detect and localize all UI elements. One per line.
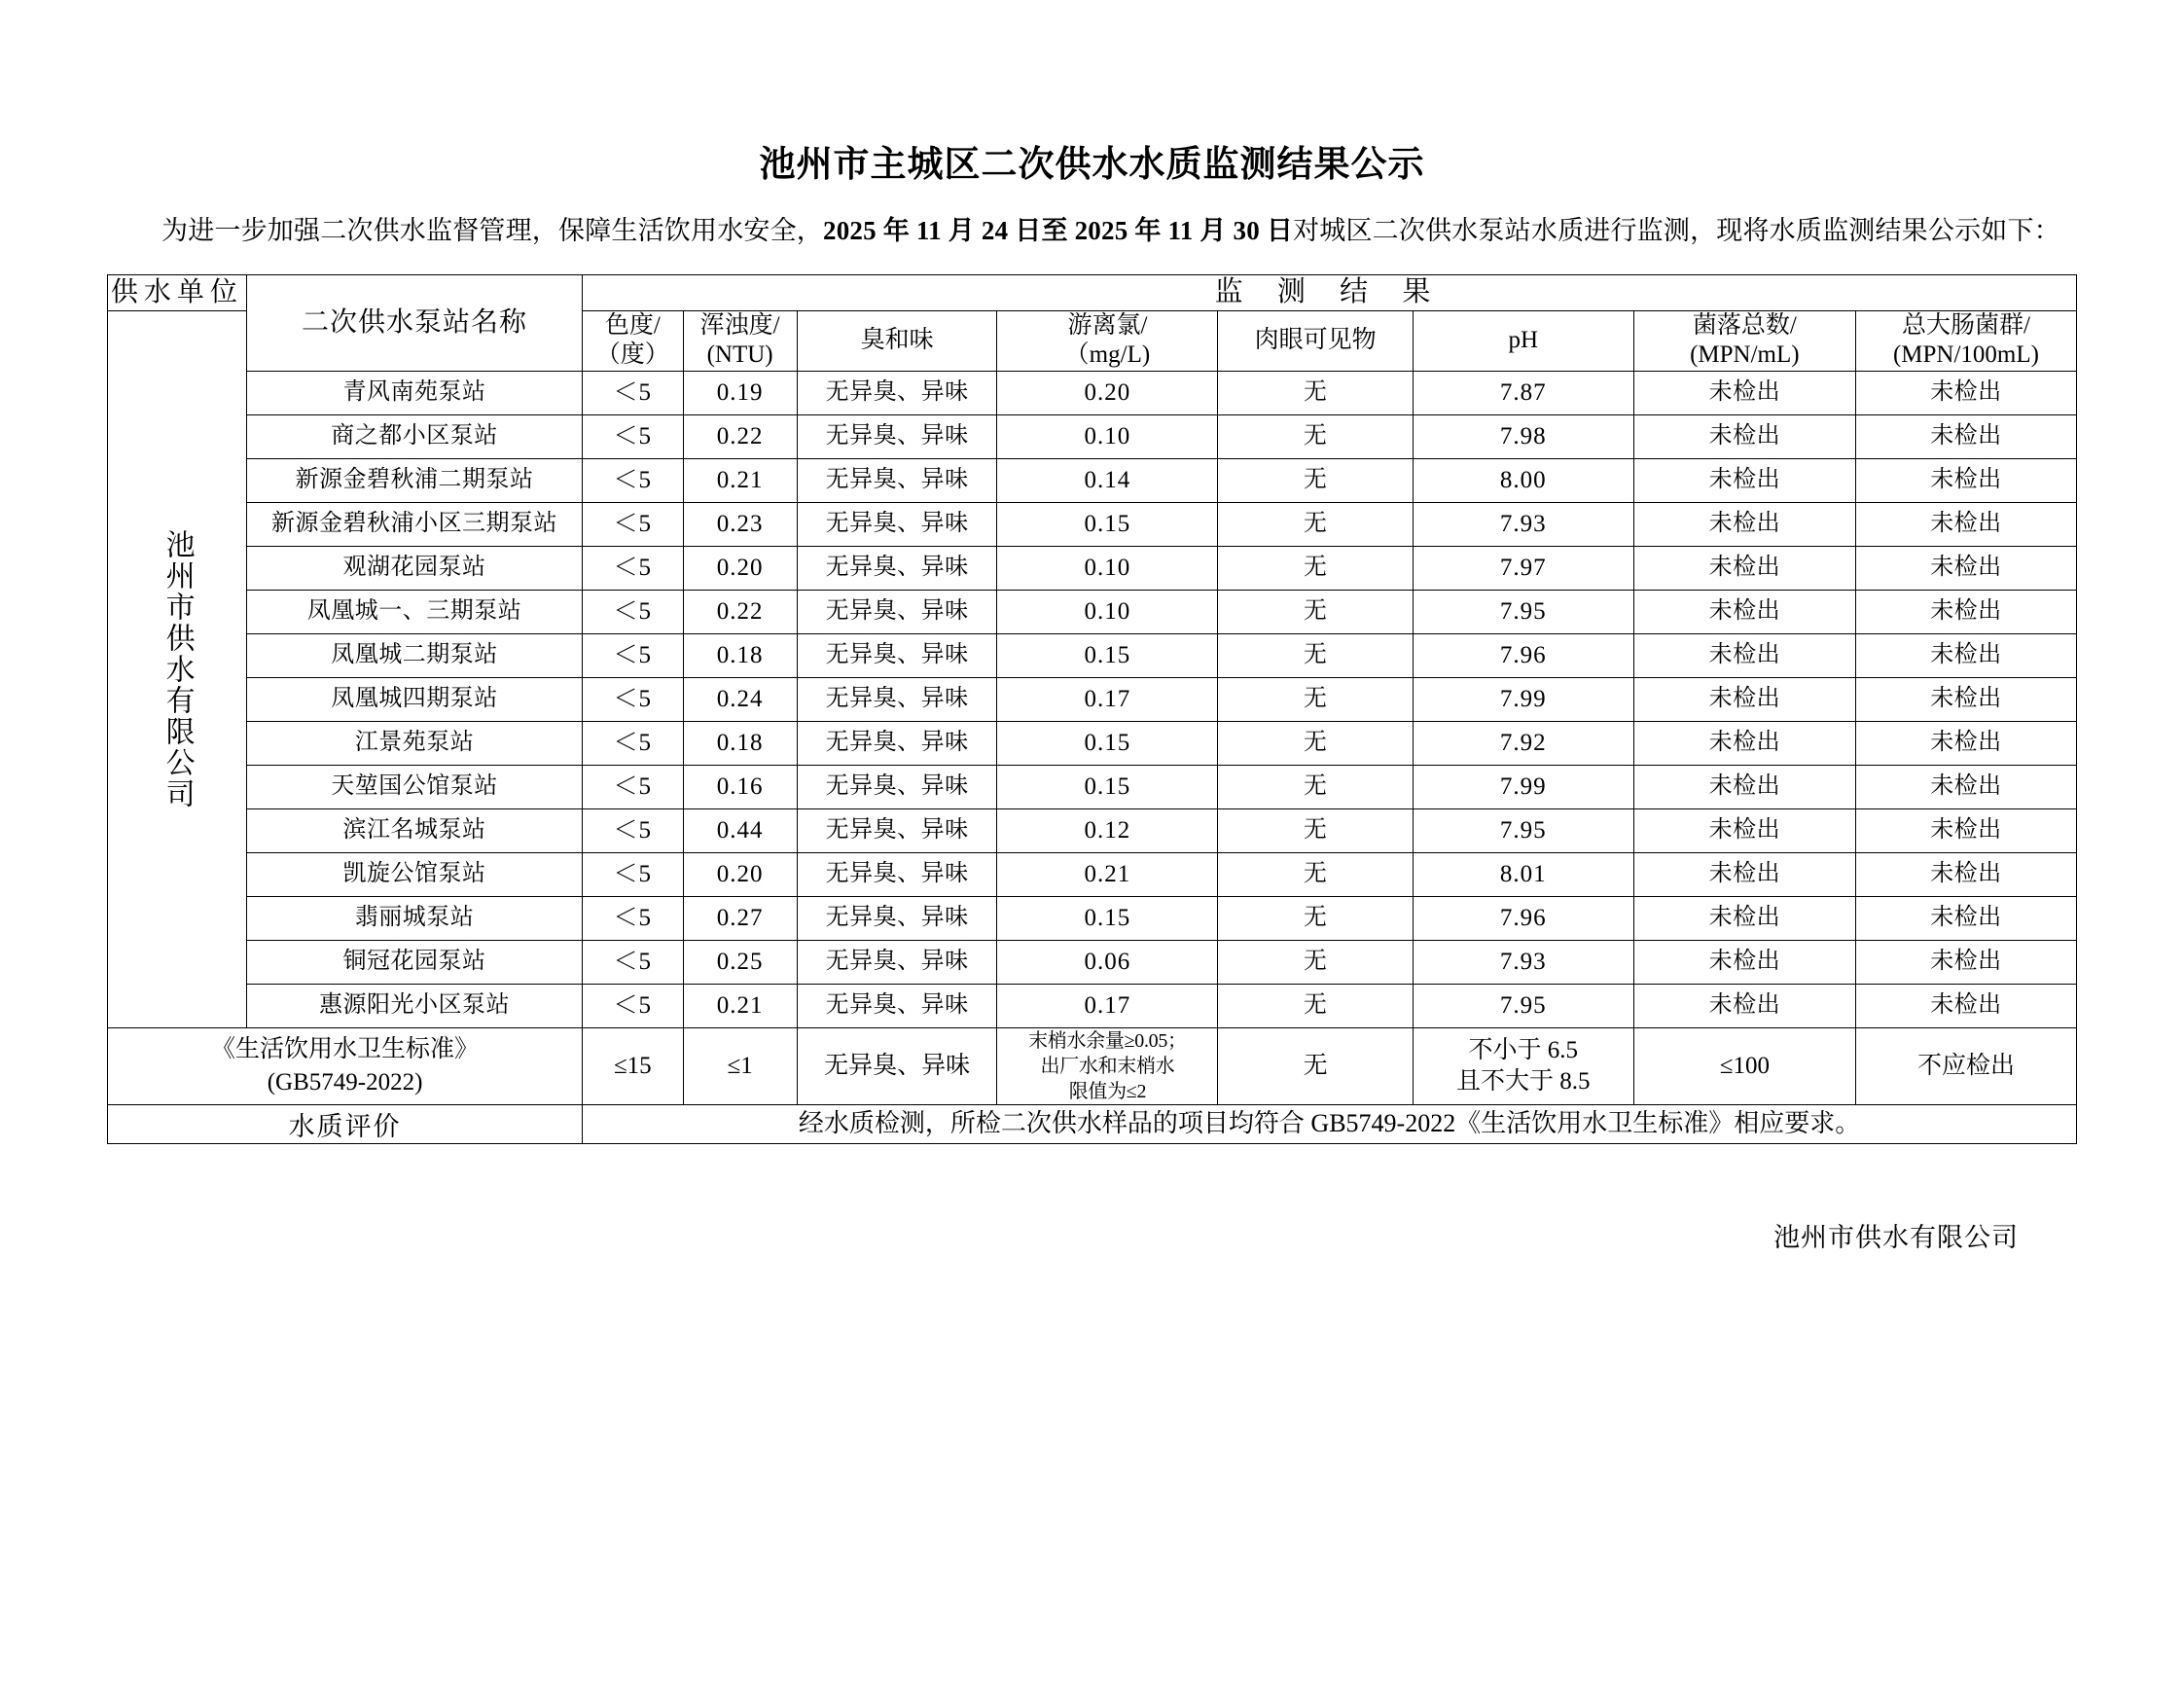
cell-chlorine: 0.06 [997, 940, 1218, 984]
cell-turbidity: 0.18 [683, 721, 797, 765]
cell-turbidity: 0.24 [683, 677, 797, 721]
cell-turbidity: 0.20 [683, 546, 797, 590]
cell-coliform: 未检出 [1855, 940, 2076, 984]
header-col-color-line2: （度） [595, 341, 669, 368]
header-station-name: 二次供水泵站名称 [246, 275, 582, 371]
cell-turbidity: 0.22 [683, 414, 797, 458]
cell-coliform: 未检出 [1855, 808, 2076, 852]
cell-chlorine: 0.21 [997, 852, 1218, 896]
cell-odor: 无异臭、异味 [797, 852, 997, 896]
standard-row [108, 1027, 2077, 1104]
cell-station-name: 江景苑泵站 [246, 721, 582, 765]
cell-visible: 无 [1218, 896, 1413, 940]
cell-chlorine: 0.15 [997, 633, 1218, 677]
cell-ph: 7.92 [1413, 721, 1633, 765]
cell-coliform: 未检出 [1855, 896, 2076, 940]
table-row [108, 414, 2077, 458]
cell-ph: 7.95 [1413, 590, 1633, 633]
cell-chlorine: 0.15 [997, 896, 1218, 940]
cell-color: ＜5 [583, 546, 683, 590]
header-col-visible [1218, 310, 1413, 371]
cell-ph: 8.01 [1413, 852, 1633, 896]
cell-ph: 7.98 [1413, 414, 1633, 458]
cell-coliform: 未检出 [1855, 371, 2076, 414]
table-row [108, 677, 2077, 721]
cell-chlorine: 0.15 [997, 502, 1218, 546]
intro-date-range: 2025 年 11 月 24 日至 2025 年 11 月 30 日 [823, 216, 1294, 246]
cell-turbidity: 0.19 [683, 371, 797, 414]
cell-color: ＜5 [583, 414, 683, 458]
cell-colony: 未检出 [1633, 677, 1855, 721]
header-results-group: 监 测 结 果 [583, 275, 2077, 310]
header-col-turbidity-line2: (NTU) [706, 341, 773, 368]
cell-chlorine: 0.15 [997, 765, 1218, 808]
cell-visible: 无 [1218, 677, 1413, 721]
water-quality-table [107, 274, 2077, 1143]
cell-ph: 7.93 [1413, 502, 1633, 546]
table-row [108, 721, 2077, 765]
standard-chlorine [997, 1027, 1218, 1104]
standard-colony: ≤100 [1633, 1027, 1855, 1104]
cell-visible: 无 [1218, 590, 1413, 633]
cell-color: ＜5 [583, 590, 683, 633]
cell-ph: 7.93 [1413, 940, 1633, 984]
cell-turbidity: 0.25 [683, 940, 797, 984]
supply-unit-value-cell [108, 310, 247, 1027]
cell-color: ＜5 [583, 371, 683, 414]
cell-turbidity: 0.44 [683, 808, 797, 852]
cell-odor: 无异臭、异味 [797, 677, 997, 721]
cell-turbidity: 0.22 [683, 590, 797, 633]
header-col-chlorine-line2: （mg/L) [1064, 341, 1151, 368]
cell-ph: 7.95 [1413, 808, 1633, 852]
table-row [108, 808, 2077, 852]
cell-colony: 未检出 [1633, 590, 1855, 633]
cell-color: ＜5 [583, 458, 683, 502]
evaluation-text: 经水质检测，所检二次供水样品的项目均符合 GB5749-2022《生活饮用水卫生标准》相应要求。 [583, 1104, 2077, 1143]
cell-coliform: 未检出 [1855, 458, 2076, 502]
table-row [108, 896, 2077, 940]
header-col-turbidity [683, 310, 797, 371]
header-col-chlorine-line1: 游离氯/ [1067, 311, 1148, 339]
header-col-coliform [1855, 310, 2076, 371]
page-title: 池州市主城区二次供水水质监测结果公示 [759, 145, 1425, 185]
header-col-colony-line1: 菌落总数/ [1692, 311, 1797, 339]
table-row [108, 984, 2077, 1027]
cell-color: ＜5 [583, 633, 683, 677]
cell-colony: 未检出 [1633, 414, 1855, 458]
cell-coliform: 未检出 [1855, 414, 2076, 458]
cell-station-name: 凤凰城一、三期泵站 [246, 590, 582, 633]
cell-visible: 无 [1218, 502, 1413, 546]
cell-colony: 未检出 [1633, 852, 1855, 896]
cell-odor: 无异臭、异味 [797, 896, 997, 940]
header-col-ph-line1: pH [1508, 326, 1539, 353]
cell-color: ＜5 [583, 721, 683, 765]
cell-odor: 无异臭、异味 [797, 371, 997, 414]
header-col-coliform-line1: 总大肠菌群/ [1901, 311, 2030, 339]
standard-visible: 无 [1218, 1027, 1413, 1104]
cell-chlorine: 0.17 [997, 677, 1218, 721]
table-row [108, 458, 2077, 502]
cell-chlorine: 0.10 [997, 414, 1218, 458]
cell-turbidity: 0.23 [683, 502, 797, 546]
cell-color: ＜5 [583, 502, 683, 546]
cell-visible: 无 [1218, 458, 1413, 502]
cell-station-name: 惠源阳光小区泵站 [246, 984, 582, 1027]
cell-colony: 未检出 [1633, 546, 1855, 590]
cell-coliform: 未检出 [1855, 984, 2076, 1027]
table-row [108, 502, 2077, 546]
cell-coliform: 未检出 [1855, 765, 2076, 808]
standard-ph-line2: 且不大于 8.5 [1456, 1067, 1591, 1095]
cell-colony: 未检出 [1633, 371, 1855, 414]
standard-chlorine-line2: 出厂水和末梢水 [1040, 1055, 1175, 1077]
standard-ph-line1: 不小于 6.5 [1468, 1037, 1579, 1063]
cell-turbidity: 0.27 [683, 896, 797, 940]
cell-coliform: 未检出 [1855, 633, 2076, 677]
cell-coliform: 未检出 [1855, 852, 2076, 896]
cell-ph: 7.96 [1413, 633, 1633, 677]
header-col-color [583, 310, 683, 371]
cell-colony: 未检出 [1633, 765, 1855, 808]
cell-odor: 无异臭、异味 [797, 940, 997, 984]
standard-odor: 无异臭、异味 [797, 1027, 997, 1104]
cell-visible: 无 [1218, 765, 1413, 808]
header-col-colony-line2: (MPN/mL) [1690, 341, 1800, 368]
cell-chlorine: 0.20 [997, 371, 1218, 414]
intro-text-part1: 为进一步加强二次供水监督管理，保障生活饮用水安全， [161, 216, 823, 246]
header-col-turbidity-line1: 浑浊度/ [699, 311, 780, 339]
header-col-coliform-line2: (MPN/100mL) [1892, 341, 2039, 368]
table-row [108, 546, 2077, 590]
header-col-odor [797, 310, 997, 371]
cell-station-name: 观湖花园泵站 [246, 546, 582, 590]
cell-station-name: 凤凰城四期泵站 [246, 677, 582, 721]
intro-paragraph [107, 210, 2077, 253]
cell-turbidity: 0.21 [683, 984, 797, 1027]
cell-odor: 无异臭、异味 [797, 633, 997, 677]
cell-coliform: 未检出 [1855, 677, 2076, 721]
header-col-chlorine [997, 310, 1218, 371]
cell-colony: 未检出 [1633, 458, 1855, 502]
cell-colony: 未检出 [1633, 984, 1855, 1027]
cell-visible: 无 [1218, 371, 1413, 414]
cell-visible: 无 [1218, 940, 1413, 984]
footer-signature: 池州市供水有限公司 [1773, 1222, 2019, 1252]
cell-ph: 7.96 [1413, 896, 1633, 940]
cell-ph: 7.87 [1413, 371, 1633, 414]
cell-color: ＜5 [583, 808, 683, 852]
standard-name-cell [108, 1027, 583, 1104]
standard-ph [1413, 1027, 1633, 1104]
cell-visible: 无 [1218, 414, 1413, 458]
cell-station-name: 凤凰城二期泵站 [246, 633, 582, 677]
cell-coliform: 未检出 [1855, 546, 2076, 590]
cell-station-name: 铜冠花园泵站 [246, 940, 582, 984]
cell-colony: 未检出 [1633, 808, 1855, 852]
cell-visible: 无 [1218, 721, 1413, 765]
header-col-visible-line1: 肉眼可见物 [1254, 326, 1377, 353]
vert-wrap [108, 529, 246, 809]
cell-turbidity: 0.18 [683, 633, 797, 677]
cell-color: ＜5 [583, 677, 683, 721]
cell-station-name: 青风南苑泵站 [246, 371, 582, 414]
table-row [108, 765, 2077, 808]
cell-station-name: 商之都小区泵站 [246, 414, 582, 458]
standard-chlorine-line3: 限值为≤2 [1068, 1080, 1147, 1102]
header-col-colony [1633, 310, 1855, 371]
cell-coliform: 未检出 [1855, 590, 2076, 633]
cell-chlorine: 0.10 [997, 590, 1218, 633]
cell-visible: 无 [1218, 633, 1413, 677]
cell-odor: 无异臭、异味 [797, 765, 997, 808]
cell-station-name: 天堃国公馆泵站 [246, 765, 582, 808]
cell-odor: 无异臭、异味 [797, 502, 997, 546]
cell-coliform: 未检出 [1855, 721, 2076, 765]
header-col-odor-line1: 臭和味 [860, 326, 934, 353]
cell-color: ＜5 [583, 852, 683, 896]
cell-color: ＜5 [583, 984, 683, 1027]
cell-color: ＜5 [583, 940, 683, 984]
cell-visible: 无 [1218, 852, 1413, 896]
header-col-ph [1413, 310, 1633, 371]
evaluation-label: 水质评价 [108, 1104, 583, 1143]
cell-ph: 7.97 [1413, 546, 1633, 590]
table-header-row-1 [108, 275, 2077, 310]
standard-name-line2: (GB5749-2022) [267, 1068, 423, 1095]
standard-color: ≤15 [583, 1027, 683, 1104]
cell-color: ＜5 [583, 765, 683, 808]
cell-ph: 8.00 [1413, 458, 1633, 502]
cell-visible: 无 [1218, 984, 1413, 1027]
cell-odor: 无异臭、异味 [797, 546, 997, 590]
cell-visible: 无 [1218, 808, 1413, 852]
header-supply-unit: 供水单位 [108, 275, 247, 310]
cell-odor: 无异臭、异味 [797, 458, 997, 502]
cell-coliform: 未检出 [1855, 502, 2076, 546]
header-col-color-line1: 色度/ [604, 311, 661, 339]
cell-station-name: 翡丽城泵站 [246, 896, 582, 940]
cell-chlorine: 0.10 [997, 546, 1218, 590]
cell-ph: 7.95 [1413, 984, 1633, 1027]
cell-colony: 未检出 [1633, 940, 1855, 984]
cell-turbidity: 0.20 [683, 852, 797, 896]
intro-text-part2: 对城区二次供水泵站水质进行监测，现将水质监测结果公示如下： [1293, 216, 2060, 246]
cell-chlorine: 0.12 [997, 808, 1218, 852]
cell-odor: 无异臭、异味 [797, 984, 997, 1027]
cell-colony: 未检出 [1633, 502, 1855, 546]
cell-odor: 无异臭、异味 [797, 721, 997, 765]
cell-odor: 无异臭、异味 [797, 590, 997, 633]
cell-odor: 无异臭、异味 [797, 808, 997, 852]
standard-name-line1: 《生活饮用水卫生标准》 [211, 1036, 480, 1062]
document-page [0, 144, 2184, 1688]
cell-odor: 无异臭、异味 [797, 414, 997, 458]
cell-turbidity: 0.21 [683, 458, 797, 502]
cell-station-name: 新源金碧秋浦小区三期泵站 [246, 502, 582, 546]
standard-coliform: 不应检出 [1855, 1027, 2076, 1104]
cell-colony: 未检出 [1633, 633, 1855, 677]
cell-chlorine: 0.14 [997, 458, 1218, 502]
cell-colony: 未检出 [1633, 896, 1855, 940]
cell-station-name: 滨江名城泵站 [246, 808, 582, 852]
cell-chlorine: 0.15 [997, 721, 1218, 765]
supply-unit-company-name: 池州市供水有限公司 [161, 528, 194, 809]
cell-ph: 7.99 [1413, 677, 1633, 721]
cell-visible: 无 [1218, 546, 1413, 590]
cell-station-name: 凯旋公馆泵站 [246, 852, 582, 896]
cell-turbidity: 0.16 [683, 765, 797, 808]
standard-turbidity: ≤1 [683, 1027, 797, 1104]
standard-chlorine-line1: 末梢水余量≥0.05； [1028, 1029, 1187, 1052]
cell-color: ＜5 [583, 896, 683, 940]
table-row [108, 590, 2077, 633]
table-row [108, 852, 2077, 896]
table-row [108, 633, 2077, 677]
cell-ph: 7.99 [1413, 765, 1633, 808]
evaluation-row [108, 1104, 2077, 1143]
table-row [108, 371, 2077, 414]
cell-chlorine: 0.17 [997, 984, 1218, 1027]
cell-station-name: 新源金碧秋浦二期泵站 [246, 458, 582, 502]
table-row [108, 940, 2077, 984]
cell-colony: 未检出 [1633, 721, 1855, 765]
